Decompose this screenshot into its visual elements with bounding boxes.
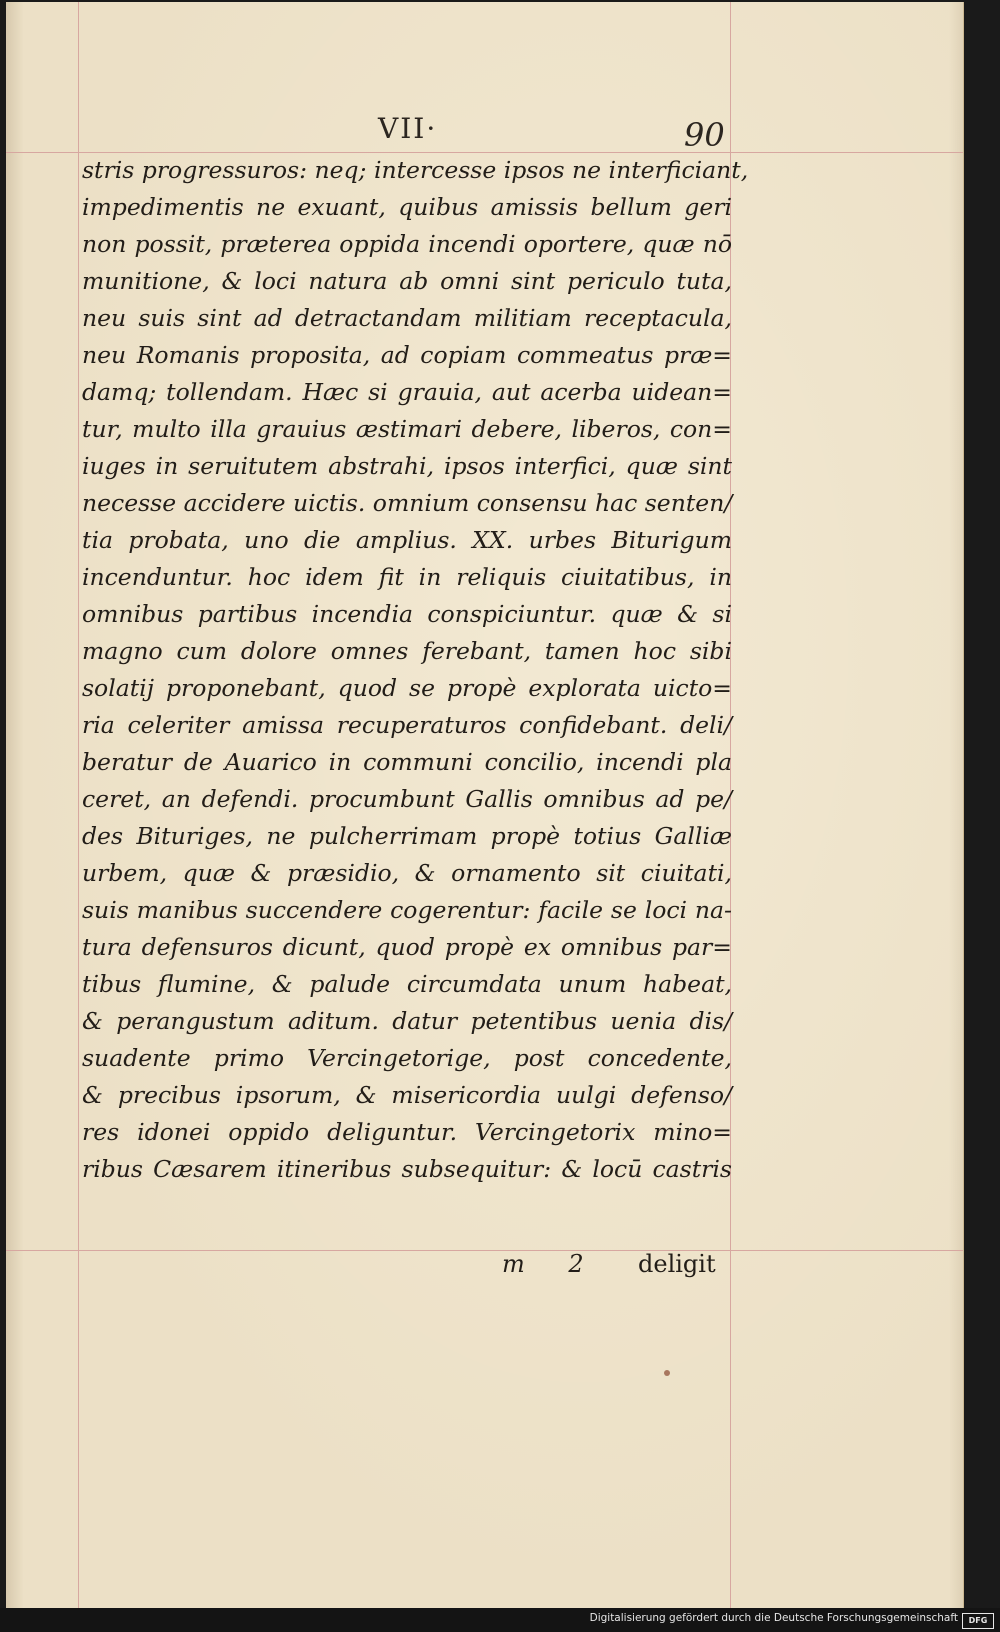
text-line: magno cum dolore omnes ferebant, tamen hoc sibi <box>82 637 732 665</box>
text-line: tur, multo illa grauius ӕstimari debere, liberos, con= <box>82 415 732 443</box>
text-line: tia probata, uno die amplius. XX. urbes Biturigum <box>82 526 732 554</box>
text-line: beratur de Auarico in communi concilio, incendi pla <box>82 748 732 776</box>
text-line: damq; tollendam. Hӕc si grauia, aut acerba uidean= <box>82 378 732 406</box>
text-line: ceret, an defendi. procumbunt Gallis omnibus ad pe/ <box>82 785 732 813</box>
folio-number: 90 <box>684 116 725 154</box>
catch-line <box>6 1250 963 1290</box>
text-line: & precibus ipsorum, & misericordia uulgi defenso/ <box>82 1081 732 1109</box>
catchword: deligit <box>638 1250 716 1278</box>
text-line: non possit, prӕterea oppida incendi oportere, quӕ nō <box>82 230 732 258</box>
text-line: suadente primo Vercingetorige, post concedente, <box>82 1044 732 1072</box>
text-line: iuges in seruitutem abstrahi, ipsos interfici, quӕ sint <box>82 452 732 480</box>
text-line: ria celeriter amissa recuperaturos confidebant. deli/ <box>82 711 732 739</box>
dfg-logo-icon: DFG <box>962 1613 994 1629</box>
funding-credit: Digitalisierung gefördert durch die Deutsche Forschungsgemeinschaft <box>589 1612 958 1624</box>
text-line: necesse accidere uictis. omnium consensu hac senten/ <box>82 489 733 517</box>
text-line: solatij proponebant, quod se propè explorata uicto= <box>82 674 732 702</box>
text-line: incenduntur. hoc idem fit in reliquis ciuitatibus, in <box>82 563 732 591</box>
page-header <box>6 112 963 152</box>
text-line: stris progressuros: neq; intercesse ipsos ne interficiant, <box>82 156 749 184</box>
text-line: impedimentis ne exuant, quibus amissis bellum geri <box>82 193 732 221</box>
text-line: neu suis sint ad detractandam militiam receptacula, <box>82 304 732 332</box>
text-line: & perangustum aditum. datur petentibus uenia dis/ <box>82 1007 732 1035</box>
ruling-line-left <box>78 2 79 1608</box>
text-line: urbem, quӕ & prӕsidio, & ornamento sit ciuitati, <box>82 859 732 887</box>
text-line: res idonei oppido deliguntur. Vercingetorix mino= <box>82 1118 732 1146</box>
running-head: VII· <box>378 112 438 145</box>
footer-bar <box>0 1608 1000 1632</box>
text-line: tibus flumine, & palude circumdata unum habeat, <box>82 970 732 998</box>
paper-stain <box>664 1370 670 1376</box>
text-line: tura defensuros dicunt, quod propè ex omnibus par= <box>82 933 732 961</box>
book-page <box>6 2 964 1608</box>
text-line: munitione, & loci natura ab omni sint periculo tuta, <box>82 267 732 295</box>
text-line: ribus Cӕsarem itineribus subsequitur: & locū castris <box>82 1155 732 1183</box>
body-text <box>82 152 749 1188</box>
signature-mark: m 2 <box>502 1250 602 1278</box>
text-line: suis manibus succendere cogerentur: facile se loci na- <box>82 896 732 924</box>
text-line: neu Romanis proposita, ad copiam commeatus prӕ= <box>82 341 732 369</box>
text-line: des Bituriges, ne pulcherrimam propè totius Galliӕ <box>82 822 732 850</box>
text-line: omnibus partibus incendia conspiciuntur. quӕ & si <box>82 600 732 628</box>
